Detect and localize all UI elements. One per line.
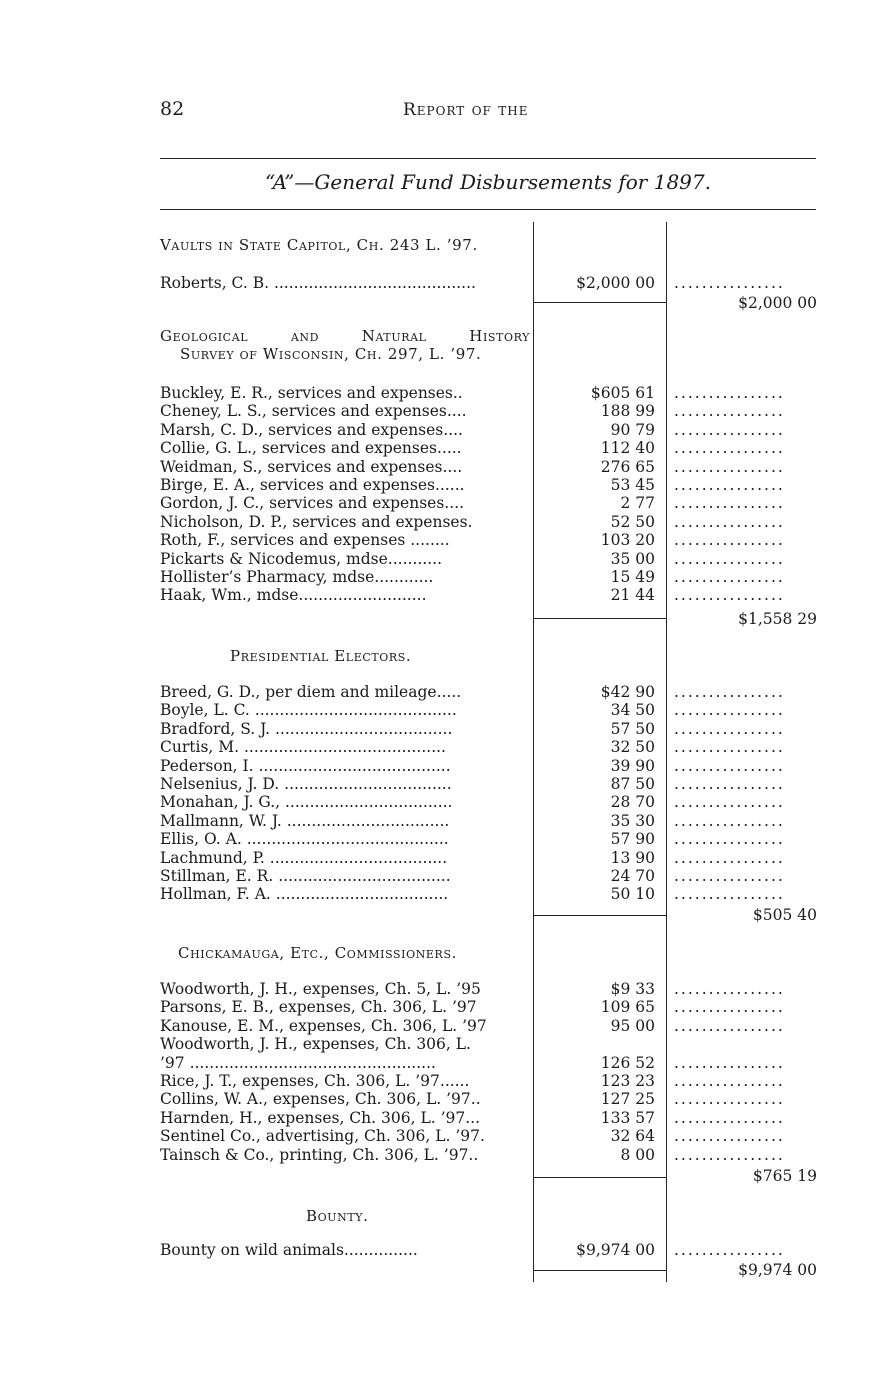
row-description: Hollister’s Pharmacy, mdse............ bbox=[160, 568, 434, 586]
row-description: Nicholson, D. P., services and expenses. bbox=[160, 512, 473, 531]
dot-leader: ................ bbox=[674, 274, 785, 292]
row-description: Weidman, S., services and expenses.... bbox=[160, 457, 463, 476]
row-description: Haak, Wm., mdse.......................... bbox=[160, 586, 427, 605]
row-description: Pederson, I. ....................................... bbox=[160, 756, 451, 775]
row-amount: $605 61 bbox=[590, 384, 655, 402]
row-amount: 39 90 bbox=[610, 756, 655, 775]
row-amount: 13 90 bbox=[610, 848, 655, 867]
dot-leader: ................ bbox=[674, 998, 785, 1017]
row-amount: 57 90 bbox=[610, 830, 655, 849]
dot-leader: ................ bbox=[674, 1127, 785, 1146]
row-description: Bounty on wild animals............... bbox=[160, 1241, 418, 1259]
row-description: Roth, F., services and expenses ........ bbox=[160, 531, 450, 550]
row-amount: 35 30 bbox=[610, 811, 655, 830]
table-title: “A”—General Fund Disbursements for 1897. bbox=[265, 170, 711, 194]
title-rule bbox=[160, 209, 816, 210]
dot-leader: ................ bbox=[674, 531, 785, 550]
row-description: Woodworth, J. H., expenses, Ch. 306, L. bbox=[160, 1035, 471, 1054]
row-description: Nelsenius, J. D. .................................. bbox=[160, 775, 452, 793]
dot-leader: ................ bbox=[674, 1072, 785, 1090]
row-amount: 35 00 bbox=[610, 549, 655, 568]
subtotal-rule bbox=[533, 915, 666, 916]
row-amount: 188 99 bbox=[600, 402, 655, 421]
row-amount: 127 25 bbox=[600, 1090, 655, 1109]
dot-leader: ................ bbox=[674, 885, 785, 904]
row-description: Hollman, F. A. ................................... bbox=[160, 885, 449, 904]
row-amount: 126 52 bbox=[600, 1053, 655, 1072]
dot-leader: ................ bbox=[674, 775, 785, 793]
row-description: Harnden, H., expenses, Ch. 306, L. ’97... bbox=[160, 1108, 481, 1127]
row-description: Lachmund, P. .................................... bbox=[160, 848, 448, 867]
row-description: Mallmann, W. J. ................................. bbox=[160, 811, 450, 830]
row-amount: 2 77 bbox=[620, 494, 655, 513]
dot-leader: ................ bbox=[674, 420, 785, 439]
dot-leader: ................ bbox=[674, 738, 785, 757]
row-description: Woodworth, J. H., expenses, Ch. 5, L. ’95 bbox=[160, 980, 481, 998]
running-head: Report of the bbox=[403, 100, 529, 120]
dot-leader: ................ bbox=[674, 867, 785, 885]
row-amount: 8 00 bbox=[620, 1145, 655, 1164]
dot-leader: ................ bbox=[674, 830, 785, 849]
section-heading-chickamauga: Chickamauga, Etc., Commissioners. bbox=[178, 944, 457, 962]
row-description: Pickarts & Nicodemus, mdse........... bbox=[160, 549, 443, 568]
row-description: Gordon, J. C., services and expenses.... bbox=[160, 494, 465, 513]
row-amount: $2,000 00 bbox=[576, 274, 655, 292]
row-amount: 32 50 bbox=[610, 738, 655, 757]
row-amount: $9 33 bbox=[610, 980, 655, 998]
row-amount: 28 70 bbox=[610, 793, 655, 812]
column-divider-left bbox=[533, 222, 534, 1282]
dot-leader: ................ bbox=[674, 512, 785, 531]
dot-leader: ................ bbox=[674, 439, 785, 458]
page-number: 82 bbox=[160, 98, 185, 120]
row-description: Curtis, M. ......................................... bbox=[160, 738, 446, 757]
column-divider-right bbox=[666, 222, 667, 1282]
section-total-vaults: $2,000 00 bbox=[738, 294, 817, 312]
subtotal-rule bbox=[533, 1270, 666, 1271]
section-heading-geological-line1 bbox=[160, 327, 530, 346]
dot-leader: ................ bbox=[674, 1145, 785, 1164]
row-amount: 15 49 bbox=[610, 568, 655, 586]
section-total-electors: $505 40 bbox=[752, 906, 817, 924]
dot-leader: ................ bbox=[674, 848, 785, 867]
dot-leader: ................ bbox=[674, 1241, 785, 1259]
dot-leader: ................ bbox=[674, 457, 785, 476]
row-amount: 112 40 bbox=[600, 439, 655, 458]
top-rule bbox=[160, 158, 816, 159]
row-amount: 95 00 bbox=[610, 1016, 655, 1035]
subtotal-rule bbox=[533, 302, 666, 303]
row-amount: 52 50 bbox=[610, 512, 655, 531]
row-description: Breed, G. D., per diem and mileage..... bbox=[160, 683, 462, 701]
dot-leader: ................ bbox=[674, 1053, 785, 1072]
row-amount: 50 10 bbox=[610, 885, 655, 904]
row-amount: 123 23 bbox=[600, 1072, 655, 1090]
row-amount: 34 50 bbox=[610, 701, 655, 720]
section-heading-vaults: Vaults in State Capitol, Ch. 243 L. ’97. bbox=[160, 236, 478, 254]
heading-word: Geological and Natural History bbox=[160, 327, 530, 345]
dot-leader: ................ bbox=[674, 1108, 785, 1127]
row-description: Tainsch & Co., printing, Ch. 306, L. ’97.. bbox=[160, 1145, 479, 1164]
dot-leader: ................ bbox=[674, 384, 785, 402]
dot-leader: ................ bbox=[674, 1016, 785, 1035]
row-amount: 133 57 bbox=[600, 1108, 655, 1127]
row-description: Bradford, S. J. .................................... bbox=[160, 719, 453, 738]
row-amount: 53 45 bbox=[610, 476, 655, 494]
row-description: Monahan, J. G., .................................. bbox=[160, 793, 453, 812]
row-description: Cheney, L. S., services and expenses.... bbox=[160, 402, 467, 421]
row-amount: 276 65 bbox=[600, 457, 655, 476]
dot-leader: ................ bbox=[674, 402, 785, 421]
row-description: ’97 .................................................. bbox=[160, 1053, 436, 1072]
dot-leader: ................ bbox=[674, 701, 785, 720]
subtotal-rule bbox=[533, 1177, 666, 1178]
row-description: Rice, J. T., expenses, Ch. 306, L. ’97...... bbox=[160, 1072, 470, 1090]
row-amount: 32 64 bbox=[610, 1127, 655, 1146]
section-heading-geological-line2: Survey of Wisconsin, Ch. 297, L. ’97. bbox=[180, 345, 482, 363]
row-description: Buckley, E. R., services and expenses.. bbox=[160, 384, 463, 402]
dot-leader: ................ bbox=[674, 683, 785, 701]
dot-leader: ................ bbox=[674, 980, 785, 998]
row-amount: 24 70 bbox=[610, 867, 655, 885]
dot-leader: ................ bbox=[674, 793, 785, 812]
dot-leader: ................ bbox=[674, 568, 785, 586]
dot-leader: ................ bbox=[674, 756, 785, 775]
row-amount: 57 50 bbox=[610, 719, 655, 738]
row-amount: 103 20 bbox=[600, 531, 655, 550]
row-description: Ellis, O. A. ......................................... bbox=[160, 830, 449, 849]
row-description: Collie, G. L., services and expenses..... bbox=[160, 439, 462, 458]
row-description: Boyle, L. C. ......................................... bbox=[160, 701, 457, 720]
row-amount: $9,974 00 bbox=[576, 1241, 655, 1259]
section-total-bounty: $9,974 00 bbox=[738, 1261, 817, 1279]
dot-leader: ................ bbox=[674, 811, 785, 830]
dot-leader: ................ bbox=[674, 719, 785, 738]
section-total-chickamauga: $765 19 bbox=[752, 1167, 817, 1185]
row-amount: 87 50 bbox=[610, 775, 655, 793]
row-amount: 109 65 bbox=[600, 998, 655, 1017]
dot-leader: ................ bbox=[674, 549, 785, 568]
row-description: Kanouse, E. M., expenses, Ch. 306, L. ’97 bbox=[160, 1016, 487, 1035]
subtotal-rule bbox=[533, 618, 666, 619]
dot-leader: ................ bbox=[674, 586, 785, 605]
row-description: Roberts, C. B. ......................................... bbox=[160, 274, 476, 292]
row-amount: $42 90 bbox=[600, 683, 655, 701]
row-description: Stillman, E. R. ................................... bbox=[160, 867, 451, 885]
row-description: Parsons, E. B., expenses, Ch. 306, L. ’97 bbox=[160, 998, 477, 1017]
row-description: Collins, W. A., expenses, Ch. 306, L. ’97.. bbox=[160, 1090, 481, 1109]
row-amount: 21 44 bbox=[610, 586, 655, 605]
dot-leader: ................ bbox=[674, 494, 785, 513]
section-heading-electors: Presidential Electors. bbox=[230, 647, 412, 665]
row-amount: 90 79 bbox=[610, 420, 655, 439]
section-heading-bounty: Bounty. bbox=[306, 1207, 369, 1225]
row-description: Sentinel Co., advertising, Ch. 306, L. ’97. bbox=[160, 1127, 485, 1146]
row-description: Birge, E. A., services and expenses...... bbox=[160, 476, 465, 494]
dot-leader: ................ bbox=[674, 1090, 785, 1109]
section-total-geological: $1,558 29 bbox=[738, 610, 817, 628]
row-description: Marsh, C. D., services and expenses.... bbox=[160, 420, 463, 439]
dot-leader: ................ bbox=[674, 476, 785, 494]
